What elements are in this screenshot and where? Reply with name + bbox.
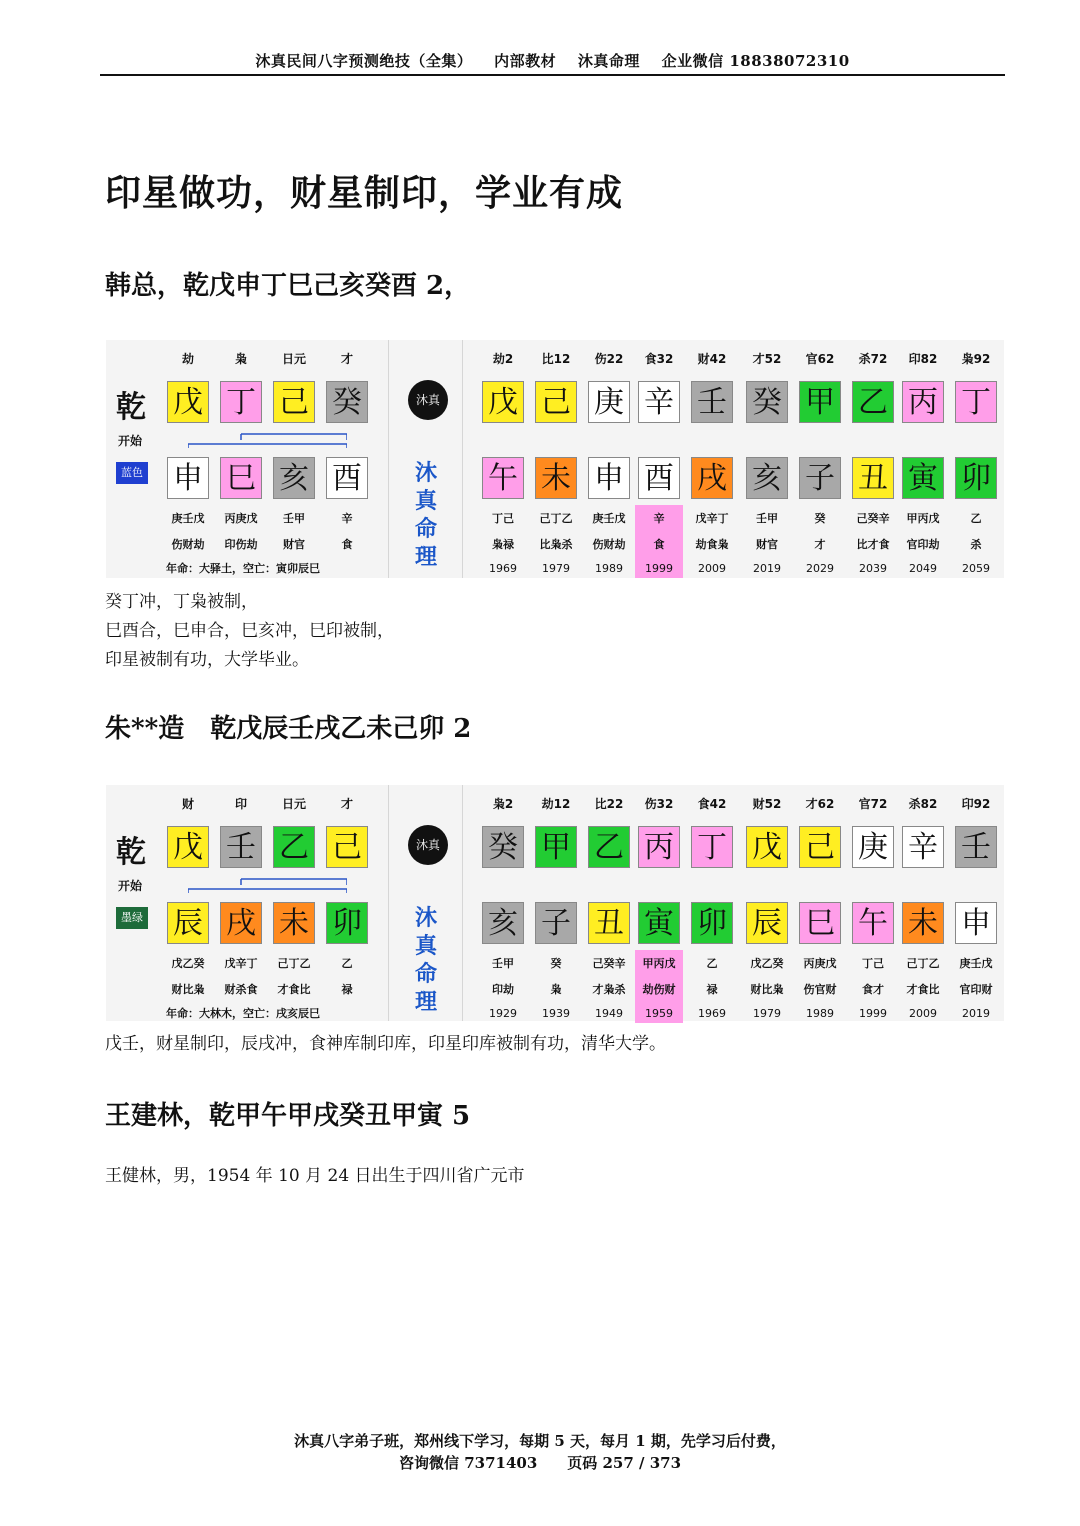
- dayun-ten-gods: 劫伤财: [642, 983, 676, 996]
- dayun-label: 财42: [697, 352, 727, 366]
- dayun-label: 比22: [594, 797, 624, 811]
- heavenly-stem: 己: [273, 381, 315, 423]
- brand-logo: 沐真: [408, 825, 448, 865]
- dayun-branch: 子: [799, 457, 841, 499]
- dayun-stem: 戊: [746, 826, 788, 868]
- dayun-stem: 丁: [955, 381, 997, 423]
- dayun-year: 1969: [489, 562, 517, 575]
- ten-gods: 财杀食: [224, 983, 258, 996]
- note-line: 巳酉合，巳申合，巳亥冲，巳印被制，: [105, 621, 394, 641]
- hidden-stems: 己丁乙: [277, 957, 311, 970]
- relation-lines: [188, 428, 347, 450]
- dayun-branch: 巳: [799, 902, 841, 944]
- chart-divider: [462, 340, 463, 578]
- note-line: 印星被制有功，大学毕业。: [105, 650, 309, 670]
- ten-gods: 财比枭: [171, 983, 205, 996]
- dayun-branch: 申: [955, 902, 997, 944]
- dayun-year: 2029: [806, 562, 834, 575]
- dayun-label: 官62: [805, 352, 835, 366]
- dayun-hidden-stems: 丁己: [862, 957, 884, 970]
- dayun-ten-gods: 伤官财: [803, 983, 837, 996]
- header-item: 沐真命理: [577, 52, 640, 70]
- dayun-year: 2019: [753, 562, 781, 575]
- dayun-hidden-stems: 辛: [653, 512, 665, 525]
- case2-bazi-chart: [106, 785, 1004, 1021]
- ten-gods: 食: [341, 538, 353, 551]
- brand-vertical-text: 真: [414, 933, 437, 959]
- dayun-year: 1939: [542, 1007, 570, 1020]
- dayun-label: 食42: [697, 797, 727, 811]
- ten-gods: 财官: [283, 538, 305, 551]
- dayun-ten-gods: 枭禄: [492, 538, 514, 551]
- gender-qian: 乾: [116, 390, 146, 425]
- dayun-stem: 庚: [852, 826, 894, 868]
- chart-divider: [388, 340, 389, 578]
- dayun-stem: 庚: [588, 381, 630, 423]
- dayun-label: 才52: [752, 352, 782, 366]
- dayun-ten-gods: 官印财: [959, 983, 993, 996]
- dayun-label: 劫2: [492, 352, 514, 366]
- brand-vertical-text: 理: [414, 989, 437, 1015]
- dayun-stem: 甲: [535, 826, 577, 868]
- dayun-hidden-stems: 己癸辛: [592, 957, 626, 970]
- earthly-branch: 辰: [167, 902, 209, 944]
- dayun-label: 杀82: [908, 797, 938, 811]
- dayun-label: 杀72: [858, 352, 888, 366]
- dayun-year: 1969: [698, 1007, 726, 1020]
- heavenly-stem: 戊: [167, 381, 209, 423]
- dayun-branch: 子: [535, 902, 577, 944]
- dayun-label: 伤22: [594, 352, 624, 366]
- brand-vertical-text: 命: [414, 961, 437, 987]
- note-line: 戊壬，财星制印，辰戌冲，食神库制印库，印星印库被制有功，清华大学。: [105, 1034, 666, 1054]
- color-badge: 蓝色: [116, 462, 148, 484]
- dayun-ten-gods: 印劫: [492, 983, 514, 996]
- dayun-ten-gods: 伤财劫: [592, 538, 626, 551]
- dayun-label: 印82: [908, 352, 938, 366]
- dayun-hidden-stems: 乙: [706, 957, 718, 970]
- pillar-label: 印: [234, 797, 247, 811]
- dayun-ten-gods: 杀: [970, 538, 982, 551]
- year-info: 年命：大驿土，空亡：寅卯辰巳: [166, 562, 320, 575]
- dayun-ten-gods: 财官: [756, 538, 778, 551]
- dayun-stem: 乙: [852, 381, 894, 423]
- dayun-ten-gods: 食才: [862, 983, 884, 996]
- heavenly-stem: 丁: [220, 381, 262, 423]
- chart-divider: [388, 785, 389, 1021]
- hidden-stems: 戊辛丁: [224, 957, 258, 970]
- pillar-label: 才: [340, 797, 353, 811]
- brand-vertical-text: 沐: [414, 905, 437, 931]
- earthly-branch: 巳: [220, 457, 262, 499]
- page-header: [100, 50, 1005, 76]
- dayun-branch: 申: [588, 457, 630, 499]
- dayun-label: 才62: [805, 797, 835, 811]
- dayun-stem: 癸: [482, 826, 524, 868]
- dayun-ten-gods: 禄: [706, 983, 718, 996]
- dayun-stem: 丁: [691, 826, 733, 868]
- dayun-hidden-stems: 甲丙戊: [642, 957, 676, 970]
- note-line: 癸丁冲，丁枭被制，: [105, 592, 258, 612]
- earthly-branch: 申: [167, 457, 209, 499]
- hidden-stems: 丙庚戊: [224, 512, 258, 525]
- dayun-branch: 未: [902, 902, 944, 944]
- dayun-year: 1929: [489, 1007, 517, 1020]
- dayun-ten-gods: 才枭杀: [592, 983, 626, 996]
- heavenly-stem: 癸: [326, 381, 368, 423]
- dayun-year: 2009: [698, 562, 726, 575]
- dayun-label: 枭2: [492, 797, 514, 811]
- pillar-label: 日元: [281, 797, 306, 811]
- dayun-stem: 戊: [482, 381, 524, 423]
- dayun-ten-gods: 劫食枭: [695, 538, 729, 551]
- dayun-hidden-stems: 庚壬戊: [959, 957, 993, 970]
- dayun-branch: 未: [535, 457, 577, 499]
- dayun-stem: 壬: [955, 826, 997, 868]
- dayun-year: 1999: [859, 1007, 887, 1020]
- brand-vertical-text: 理: [414, 544, 437, 570]
- dayun-hidden-stems: 壬甲: [756, 512, 778, 525]
- case2-heading: 朱**造 乾戊辰壬戌乙未己卯 2: [105, 714, 472, 744]
- dayun-year: 1979: [753, 1007, 781, 1020]
- gender-qian: 乾: [116, 835, 146, 870]
- year-info: 年命：大林木，空亡：戌亥辰巳: [166, 1007, 320, 1020]
- color-badge: 墨绿: [116, 907, 148, 929]
- header-item: 内部教材: [494, 52, 557, 70]
- dayun-year: 1989: [806, 1007, 834, 1020]
- ten-gods: 伤财劫: [171, 538, 205, 551]
- dayun-ten-gods: 官印劫: [906, 538, 940, 551]
- dayun-label: 官72: [858, 797, 888, 811]
- dayun-branch: 午: [852, 902, 894, 944]
- hidden-stems: 乙: [341, 957, 353, 970]
- dayun-ten-gods: 才: [814, 538, 826, 551]
- header-item: 沐真民间八字预测绝技（全集）: [255, 52, 473, 70]
- dayun-stem: 辛: [902, 826, 944, 868]
- dayun-stem: 丙: [902, 381, 944, 423]
- heavenly-stem: 己: [326, 826, 368, 868]
- dayun-hidden-stems: 乙: [970, 512, 982, 525]
- dayun-hidden-stems: 己癸辛: [856, 512, 890, 525]
- earthly-branch: 未: [273, 902, 315, 944]
- dayun-branch: 酉: [638, 457, 680, 499]
- hidden-stems: 庚壬戊: [171, 512, 205, 525]
- dayun-year: 2009: [909, 1007, 937, 1020]
- dayun-hidden-stems: 己丁乙: [906, 957, 940, 970]
- page-title: 印星做功，财星制印，学业有成: [105, 172, 624, 214]
- dayun-ten-gods: 才食比: [906, 983, 940, 996]
- start-label: 开始: [118, 434, 143, 448]
- dayun-year: 1949: [595, 1007, 623, 1020]
- footer-line-2: 咨询微信 7371403 页码 257 / 373: [398, 1454, 682, 1472]
- earthly-branch: 卯: [326, 902, 368, 944]
- dayun-label: 印92: [961, 797, 991, 811]
- hidden-stems: 戊乙癸: [171, 957, 205, 970]
- heavenly-stem: 戊: [167, 826, 209, 868]
- footer-line-1: 沐真八字弟子班，郑州线下学习，每期 5 天，每月 1 期，先学习后付费，: [294, 1432, 786, 1450]
- dayun-year: 1989: [595, 562, 623, 575]
- dayun-hidden-stems: 丙庚戊: [803, 957, 837, 970]
- brand-vertical-text: 命: [414, 516, 437, 542]
- case1-notes: [105, 588, 394, 675]
- case3-heading: 王建林，乾甲午甲戌癸丑甲寅 5: [105, 1101, 471, 1131]
- dayun-year: 1979: [542, 562, 570, 575]
- dayun-branch: 寅: [638, 902, 680, 944]
- hidden-stems: 壬甲: [283, 512, 305, 525]
- dayun-stem: 己: [799, 826, 841, 868]
- dayun-stem: 乙: [588, 826, 630, 868]
- dayun-hidden-stems: 戊辛丁: [695, 512, 729, 525]
- brand-vertical-text: 真: [414, 488, 437, 514]
- dayun-hidden-stems: 甲丙戊: [906, 512, 940, 525]
- dayun-branch: 卯: [955, 457, 997, 499]
- ten-gods: 才食比: [277, 983, 311, 996]
- dayun-label: 财52: [752, 797, 782, 811]
- dayun-year: 2039: [859, 562, 887, 575]
- dayun-year: 2059: [962, 562, 990, 575]
- case3-notes: [105, 1162, 525, 1191]
- dayun-stem: 己: [535, 381, 577, 423]
- dayun-branch: 亥: [482, 902, 524, 944]
- dayun-ten-gods: 财比枭: [750, 983, 784, 996]
- dayun-year: 2049: [909, 562, 937, 575]
- case1-bazi-chart: [106, 340, 1004, 578]
- pillar-label: 劫: [181, 352, 194, 366]
- start-label: 开始: [118, 879, 143, 893]
- dayun-hidden-stems: 庚壬戊: [592, 512, 626, 525]
- note-line: 王健林，男，1954 年 10 月 24 日出生于四川省广元市: [105, 1166, 525, 1186]
- dayun-stem: 癸: [746, 381, 788, 423]
- earthly-branch: 酉: [326, 457, 368, 499]
- dayun-stem: 辛: [638, 381, 680, 423]
- dayun-ten-gods: 枭: [550, 983, 562, 996]
- hidden-stems: 辛: [341, 512, 353, 525]
- dayun-hidden-stems: 丁己: [492, 512, 514, 525]
- dayun-branch: 午: [482, 457, 524, 499]
- pillar-label: 枭: [234, 352, 247, 366]
- dayun-stem: 甲: [799, 381, 841, 423]
- pillar-label: 日元: [281, 352, 306, 366]
- chart-divider: [462, 785, 463, 1021]
- brand-logo: 沐真: [408, 380, 448, 420]
- dayun-branch: 辰: [746, 902, 788, 944]
- heavenly-stem: 壬: [220, 826, 262, 868]
- pillar-label: 财: [181, 797, 194, 811]
- header-item: 企业微信 18838072310: [661, 52, 850, 70]
- dayun-hidden-stems: 癸: [814, 512, 826, 525]
- dayun-hidden-stems: 壬甲: [492, 957, 514, 970]
- dayun-branch: 亥: [746, 457, 788, 499]
- dayun-ten-gods: 比才食: [856, 538, 890, 551]
- dayun-stem: 丙: [638, 826, 680, 868]
- dayun-label: 食32: [644, 352, 674, 366]
- dayun-hidden-stems: 戊乙癸: [750, 957, 784, 970]
- dayun-year: 1959: [645, 1007, 673, 1020]
- dayun-label: 伤32: [644, 797, 674, 811]
- case1-heading: 韩总，乾戊申丁巳己亥癸酉 2，: [105, 271, 471, 301]
- case2-notes: [105, 1030, 666, 1059]
- dayun-hidden-stems: 己丁乙: [539, 512, 573, 525]
- dayun-year: 2019: [962, 1007, 990, 1020]
- dayun-label: 枭92: [961, 352, 991, 366]
- dayun-branch: 丑: [588, 902, 630, 944]
- pillar-label: 才: [340, 352, 353, 366]
- dayun-label: 劫12: [541, 797, 571, 811]
- brand-vertical-text: 沐: [414, 460, 437, 486]
- heavenly-stem: 乙: [273, 826, 315, 868]
- dayun-ten-gods: 比枭杀: [539, 538, 573, 551]
- dayun-branch: 戌: [691, 457, 733, 499]
- dayun-stem: 壬: [691, 381, 733, 423]
- dayun-year: 1999: [645, 562, 673, 575]
- dayun-branch: 丑: [852, 457, 894, 499]
- earthly-branch: 亥: [273, 457, 315, 499]
- ten-gods: 印伤劫: [224, 538, 258, 551]
- relation-lines: [188, 873, 347, 895]
- dayun-hidden-stems: 癸: [550, 957, 562, 970]
- dayun-label: 比12: [541, 352, 571, 366]
- earthly-branch: 戌: [220, 902, 262, 944]
- dayun-ten-gods: 食: [653, 538, 665, 551]
- ten-gods: 禄: [341, 983, 353, 996]
- dayun-branch: 卯: [691, 902, 733, 944]
- dayun-branch: 寅: [902, 457, 944, 499]
